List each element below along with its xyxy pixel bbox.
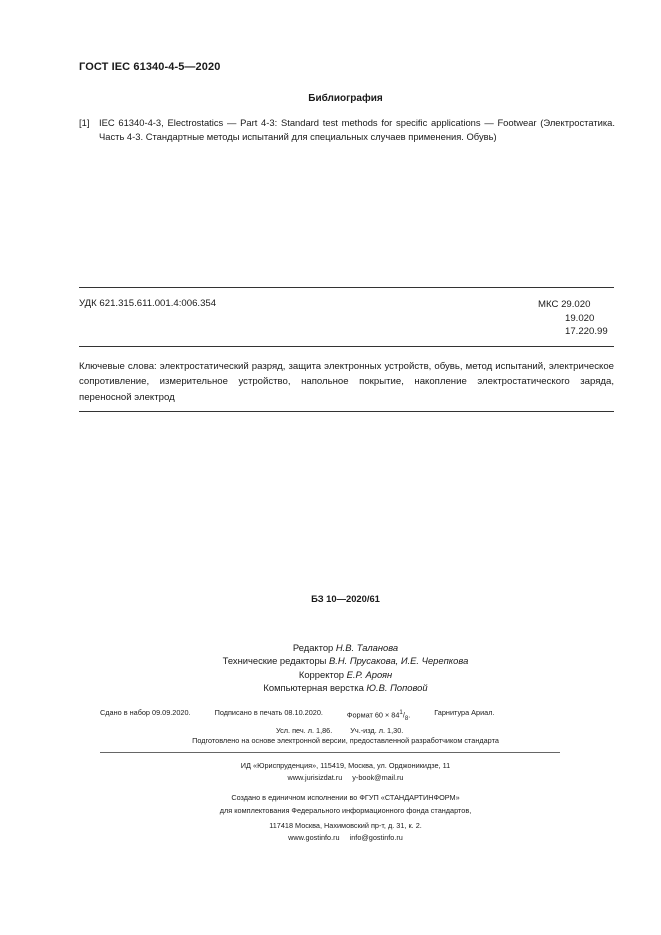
corrector-line: Корректор Е.Р. Ароян bbox=[298, 668, 393, 680]
bibliography-entry-number: [1] bbox=[79, 117, 90, 128]
bz-number: БЗ 10—2020/61 bbox=[311, 593, 380, 604]
mks-codes bbox=[538, 298, 608, 339]
mks-code: 29.020 bbox=[561, 299, 591, 310]
standartinform-address: 117418 Москва, Нахимовский пр-т, д. 31, к. 2. bbox=[269, 820, 422, 830]
paper-format: Формат $60 \times 84^1/_8$. bbox=[346, 709, 411, 722]
layout-line: Компьютерная верстка Ю.В. Поповой bbox=[263, 682, 428, 694]
created-note: Создано в единичном исполнении во ФГУП «СТАНДАРТИНФОРМ» bbox=[231, 793, 460, 803]
divider-middle bbox=[79, 346, 614, 347]
staff-credits bbox=[0, 641, 661, 695]
publisher-block bbox=[0, 760, 661, 844]
print-sheets: Усл. печ. л. 1,86. bbox=[276, 726, 333, 736]
bibliography-entry-text: IEC 61340-4-3, Electrostatics — Part 4-3: Standard test methods for specific applications — Footwear (Электростатика. Часть 4-3. Стандартные методы испытаний для специальных случаев применения. Обувь) bbox=[99, 117, 615, 142]
divider-top bbox=[79, 287, 614, 288]
mks-code: 19.020 bbox=[565, 312, 595, 324]
publisher-address: ИД «Юриспруденция», 115419, Москва, ул. Орджоникидзе, 11 bbox=[240, 761, 451, 770]
print-imprint bbox=[100, 707, 600, 738]
prepared-note: Подготовлено на основе электронной версии, предоставленной разработчиком стандарта bbox=[192, 736, 499, 745]
standartinform-contacts bbox=[0, 832, 661, 844]
mks-label: МКС bbox=[538, 299, 559, 310]
publisher-email: y-book@mail.ru bbox=[352, 773, 404, 783]
purpose-note: для комплектования Федерального информационного фонда стандартов, bbox=[219, 805, 472, 815]
signed-date: Подписано в печать 08.10.2020. bbox=[214, 708, 323, 717]
standartinform-site: www.gostinfo.ru bbox=[288, 833, 340, 843]
tech-editors-line: Технические редакторы В.Н. Прусакова, И.Е. Черепкова bbox=[222, 655, 469, 667]
editor-line: Редактор Н.В. Таланова bbox=[292, 642, 399, 653]
standard-header: ГОСТ IEC 61340-4-5—2020 bbox=[79, 61, 221, 73]
bibliography-entry bbox=[79, 116, 615, 143]
mks-code: 17.220.99 bbox=[565, 326, 608, 337]
submitted-date: Сдано в набор 09.09.2020. bbox=[100, 708, 191, 717]
divider-publisher bbox=[100, 752, 560, 753]
publisher-contacts bbox=[0, 772, 661, 784]
keywords-paragraph: Ключевые слова: электростатический разряд, защита электронных устройств, обувь, метод испытаний, электрическое сопротивление, измерительное устройство, напольное покрытие, накопление электростатического заряда, переносной электрод bbox=[79, 361, 614, 403]
udk-code: УДК 621.315.611.001.4:006.354 bbox=[79, 298, 217, 309]
divider-bottom bbox=[79, 411, 614, 412]
bibliography-title: Библиография bbox=[308, 93, 383, 104]
publisher-site: www.jurisizdat.ru bbox=[287, 773, 343, 783]
standartinform-email: info@gostinfo.ru bbox=[349, 833, 403, 843]
typeface: Гарнитура Ариал. bbox=[434, 708, 495, 717]
publication-sheets: Уч.-изд. л. 1,30. bbox=[350, 726, 404, 736]
